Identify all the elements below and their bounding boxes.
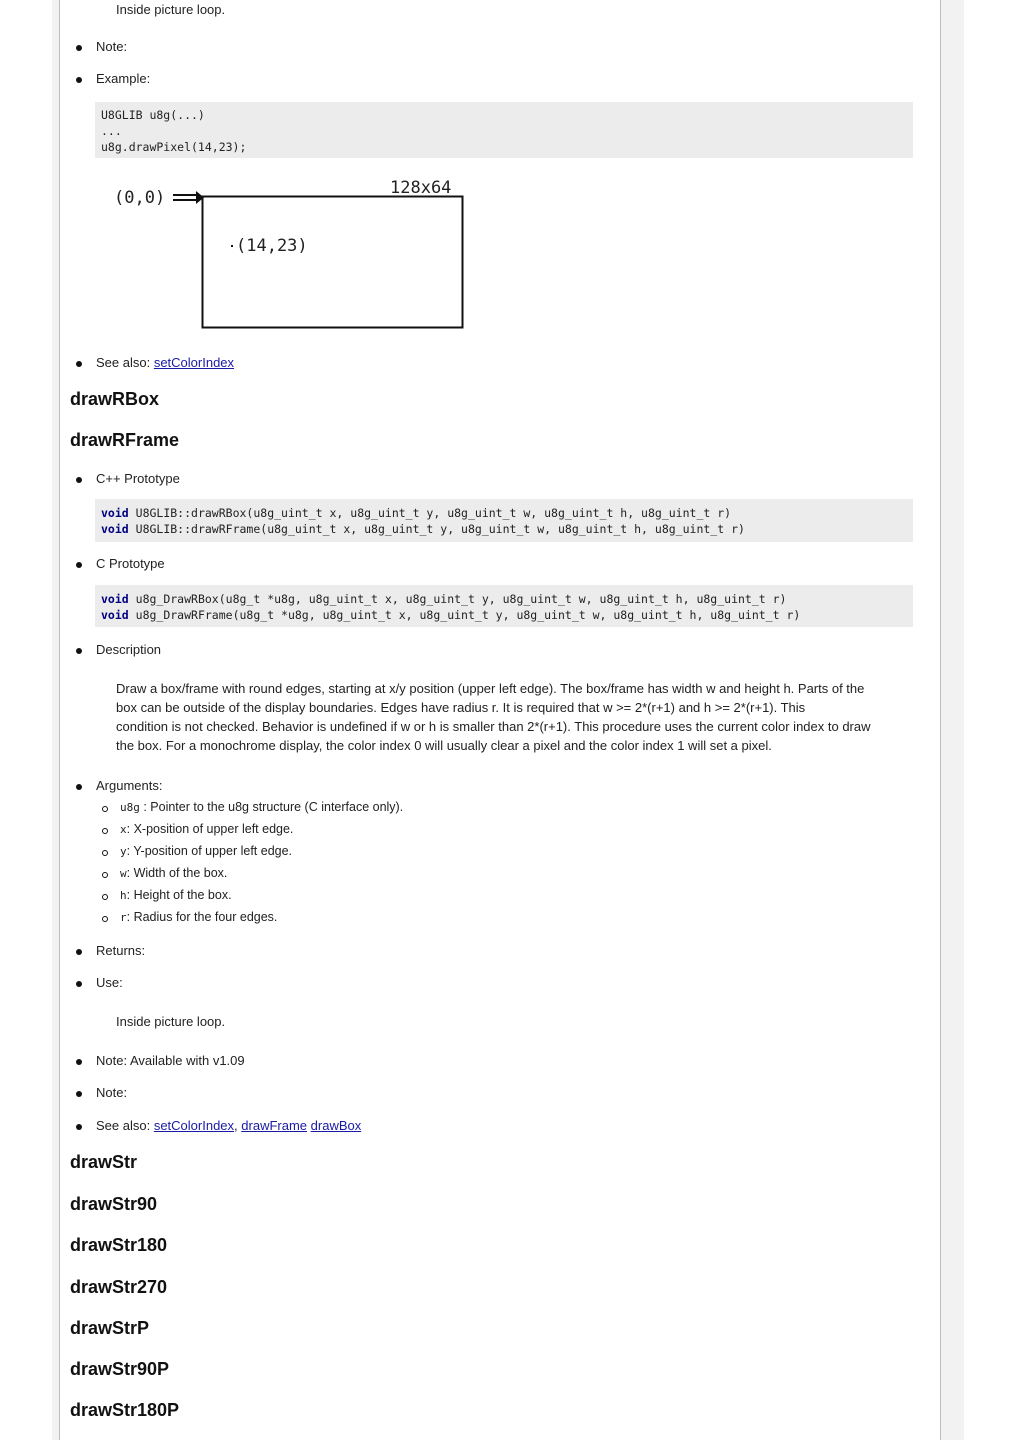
point-label: (14,23): [236, 236, 308, 256]
description-line: Draw a box/frame with round edges, starting at x/y position (upper left edge). The box/frame has width w and height h. Parts of the: [116, 681, 865, 696]
code-line: u8g.drawPixel(14,23);: [101, 140, 247, 154]
size-label: 128x64: [390, 178, 452, 198]
description-line: box can be outside of the display boundaries. Edges have radius r. It is required that w >= 2*(r+1) and h >= 2*(r+1). This: [116, 700, 806, 715]
left-margin: [0, 0, 52, 1440]
heading-drawstr180p: drawStr180P: [70, 1400, 180, 1420]
heading-drawstr: drawStr: [70, 1152, 138, 1172]
bullet-icon: [76, 45, 82, 51]
link-drawbox[interactable]: drawBox: [310, 1118, 362, 1133]
bullet-icon: [76, 361, 82, 367]
code-line: U8GLIB u8g(...): [101, 108, 205, 122]
description-text: [116, 679, 906, 755]
link-drawframe[interactable]: drawFrame: [241, 1118, 308, 1133]
heading-drawstr180: drawStr180: [70, 1235, 168, 1255]
description-line: condition is not checked. Behavior is undefined if w or h is smaller than 2*(r+1). This procedure uses the current color index to draw: [116, 719, 871, 734]
code-line: u8g_DrawRBox(u8g_t *u8g, u8g_uint_t x, u8g_uint_t y, u8g_uint_t w, u8g_uint_t h, u8g_uint_t r): [135, 592, 787, 606]
description-line: the box. For a monochrome display, the color index 0 will usually clear a pixel and the color index 1 will set a pixel.: [116, 738, 772, 753]
bullet-icon: [76, 1091, 82, 1097]
heading-drawstr90: drawStr90: [70, 1194, 158, 1214]
use-text: Inside picture loop.: [116, 1014, 226, 1029]
display-coordinate-figure: [110, 174, 470, 334]
bullet-icon: [76, 1124, 82, 1130]
heading-drawrbox: drawRBox: [70, 389, 160, 409]
right-margin: [964, 0, 1018, 1440]
cpp-code-block: void U8GLIB::drawRBox(u8g_uint_t x, u8g_uint_t y, u8g_uint_t w, u8g_uint_t h, u8g_uint_t r) void U8GLIB::drawRFrame(u8g_uint_t x, u8g_uint_t y, u8g_uint_t w, u8g_uint_t h, u8g_uint_t r): [95, 499, 913, 542]
code-line: u8g_DrawRFrame(u8g_t *u8g, u8g_uint_t x, u8g_uint_t y, u8g_uint_t w, u8g_uint_t h, u8g_uint_t r): [135, 608, 801, 622]
circle-bullet-icon: [102, 850, 108, 856]
circle-bullet-icon: [102, 828, 108, 834]
circle-bullet-icon: [102, 916, 108, 922]
example-code-block: [95, 102, 913, 158]
bullet-icon: [76, 1059, 82, 1065]
circle-bullet-icon: [102, 806, 108, 812]
circle-bullet-icon: [102, 894, 108, 900]
heading-drawrframe: drawRFrame: [70, 430, 180, 450]
document-content: Inside picture loop. Note: Example: U8GLIB u8g(...) ... u8g.drawPixel(14,23); (0,0) 128x64 (14,23) See also: setColorIndex drawRBox drawRFrame C++ Prototype void U8GLIB::drawRBox(u8g_uint_t x, u8g_uint_t y, u8g_uint_t w, u8g_uint_t h, u8g_uint_t r) void U8GLIB::drawRFrame(u8g_uint_t x, u8g_uint_t y, u8g_uint_t w, u8g_uint_t h, u8g_uint_t r) C Prototype void u8g_DrawRBox(u8g_t *u8g, u8g_uint_t x, u8g_uint_t y, u8g_uint_t w, u8g_uint_t h, u8g_uint_t r) void u8g_DrawRFrame(u8g_t *u8g, u8g_uint_t x, u8g_uint_t y, u8g_uint_t w, u8g_uint_t h, u8g_uint_t r) Description Draw a box/frame with round edges, starting at x/y position (upper left edge). The box/frame has width w and height h. Parts of the box can be outside of the display boundaries. Edges have radius r. It is required that w >= 2*(r+1) and h >= 2*(r+1). This condition is not checked. Behavior is undefined if w or h is smaller than 2*(r+1). This procedure uses the current color index to draw the box. For a monochrome display, the color index 0 will usually clear a pixel and the color index 1 will set a pixel. Arguments: u8g : Pointer to the u8g structure (C interface only). x: X-position of upper left edge. y: Y-position of upper left edge. w: Width of the box. h: Height of the box. r: Radius for the four edges. Returns: Use: Inside picture loop. Note: Available with v1.09 Note: See also: setColorIndex, drawFrame drawBox drawStr drawStr90 drawStr180 drawStr270 drawStrP drawStr90P drawStr180P: [59, 0, 941, 1440]
c-code-block: void u8g_DrawRBox(u8g_t *u8g, u8g_uint_t x, u8g_uint_t y, u8g_uint_t w, u8g_uint_t h, u8g_uint_t r) void u8g_DrawRFrame(u8g_t *u8g, u8g_uint_t x, u8g_uint_t y, u8g_uint_t w, u8g_uint_t h, u8g_uint_t r): [95, 585, 913, 627]
bullet-icon: [76, 784, 82, 790]
bullet-icon: [76, 981, 82, 987]
heading-drawstr270: drawStr270: [70, 1277, 168, 1297]
code-line: U8GLIB::drawRFrame(u8g_uint_t x, u8g_uint_t y, u8g_uint_t w, u8g_uint_t h, u8g_uint_t r): [135, 522, 745, 536]
circle-bullet-icon: [102, 872, 108, 878]
pixel-dot: [231, 245, 233, 247]
bullet-icon: [76, 477, 82, 483]
origin-label: (0,0): [114, 188, 166, 208]
link-setcolorindex[interactable]: setColorIndex: [153, 355, 235, 370]
heading-drawstr90p: drawStr90P: [70, 1359, 170, 1379]
code-line: ...: [101, 124, 122, 138]
bullet-icon: [76, 562, 82, 568]
code-line: U8GLIB::drawRBox(u8g_uint_t x, u8g_uint_t y, u8g_uint_t w, u8g_uint_t h, u8g_uint_t r): [135, 506, 732, 520]
bullet-icon: [76, 949, 82, 955]
heading-drawstrp: drawStrP: [70, 1318, 150, 1338]
bullet-icon: [76, 77, 82, 83]
bullet-icon: [76, 648, 82, 654]
link-setcolorindex[interactable]: setColorIndex: [153, 1118, 235, 1133]
display-frame: [203, 197, 463, 328]
top-use-text: Inside picture loop.: [116, 2, 226, 17]
